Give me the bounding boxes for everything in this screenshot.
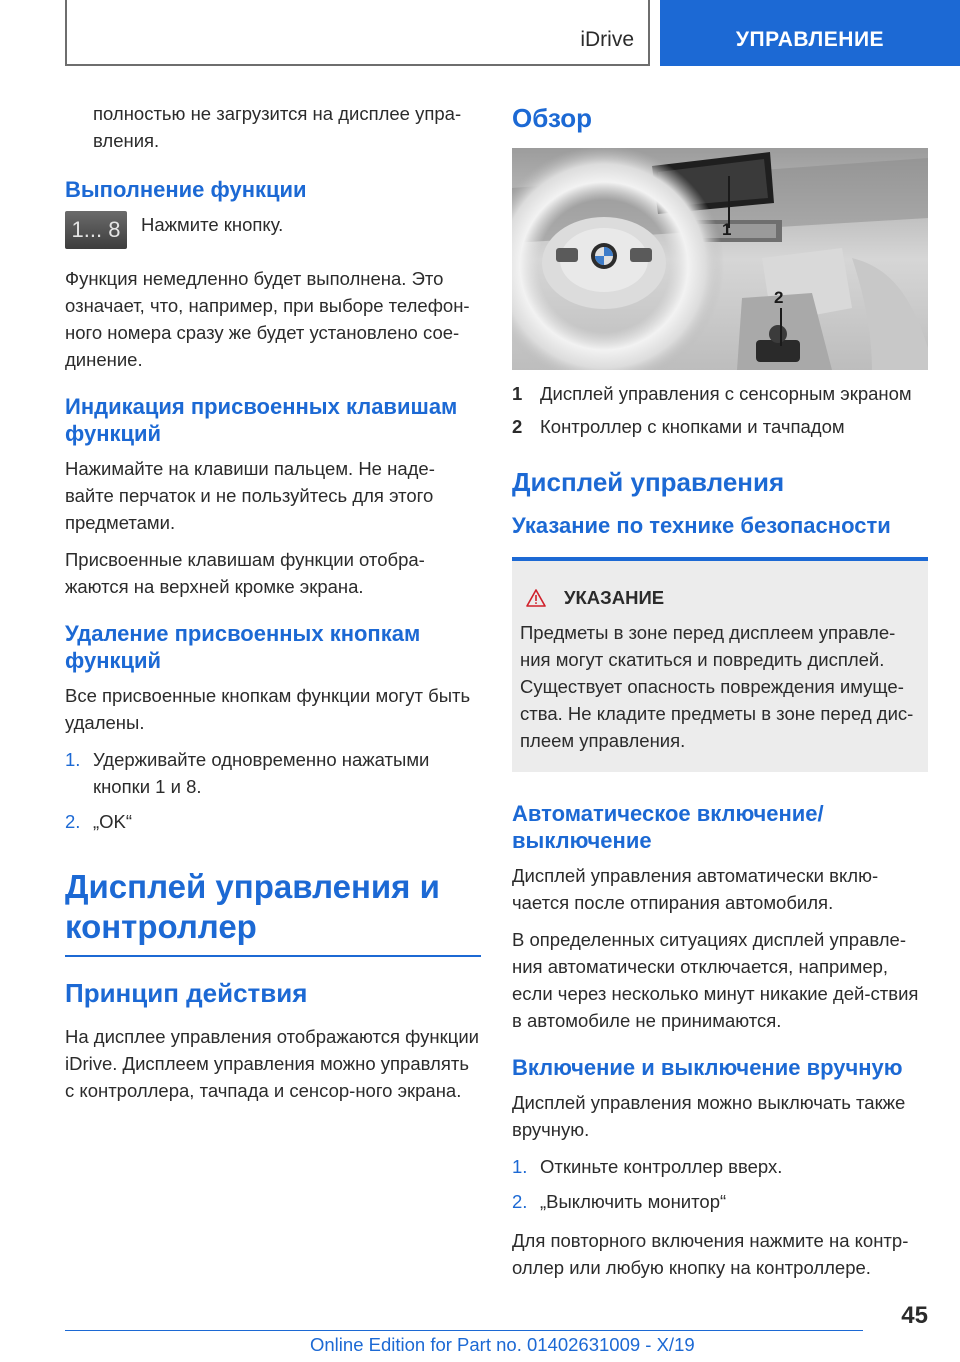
manual-text: Дисплей управления можно выключать также вручную. bbox=[512, 1092, 906, 1140]
execute-description: Функция немедленно будет выполнена. Это означает, что, например, при выборе телефон-ного номера сразу же будет установлено сое-динение. bbox=[65, 268, 470, 370]
auto-text-1: Дисплей управления автоматически вклю-чается после отпирания автомобиля. bbox=[512, 865, 879, 913]
indication-text-2: Присвоенные клавишам функции отобра-жаются на верхней кромке экрана. bbox=[65, 549, 425, 597]
delete-steps-list bbox=[65, 746, 481, 835]
step-text: Удерживайте одновременно нажатыми кнопки 1 и 8. bbox=[93, 749, 430, 797]
delete-description: Все присвоенные кнопкам функции могут быть удалены. bbox=[65, 685, 471, 733]
warning-header bbox=[520, 587, 920, 609]
list-item bbox=[512, 1188, 928, 1215]
figure-legend bbox=[512, 380, 928, 440]
heading-delete-assignments: Удаление присвоенных кнопкам функций bbox=[65, 621, 421, 673]
button-instruction bbox=[65, 211, 481, 249]
step-number: 1. bbox=[512, 1156, 528, 1177]
header-section: УПРАВЛЕНИЕ bbox=[735, 28, 885, 51]
list-item bbox=[512, 1153, 928, 1180]
step-text: „OK“ bbox=[93, 811, 133, 832]
step-text: Откиньте контроллер вверх. bbox=[540, 1156, 783, 1177]
left-column bbox=[65, 100, 481, 1114]
figure-label-1: 1 bbox=[722, 220, 732, 239]
warning-box bbox=[512, 557, 928, 772]
auto-text-2: В определенных ситуациях дисплей управле-ния автоматически отключается, например, если через несколько минут никакие дей-ствия в автомобиле не принимаются. bbox=[512, 929, 919, 1031]
legend-text: Контроллер с кнопками и тачпадом bbox=[540, 416, 845, 437]
header-chapter-box bbox=[65, 0, 650, 66]
warning-text: Предметы в зоне перед дисплеем управле-ния могут скатиться и повредить дисплей. Существует опасность повреждения имуще-ства. Не кладите предметы в зоне перед дис-плеем управления. bbox=[520, 622, 914, 751]
list-item bbox=[512, 380, 928, 407]
footer-edition: Online Edition for Part no. 01402631009 - X/19 bbox=[310, 1334, 695, 1355]
legend-number: 2 bbox=[512, 416, 523, 437]
manual-steps-list bbox=[512, 1153, 928, 1215]
indication-text-1: Нажимайте на клавиши пальцем. Не наде-вайте перчаток и не пользуйтесь для этого предметами. bbox=[65, 458, 435, 533]
warning-triangle-icon bbox=[526, 589, 546, 607]
cockpit-photo bbox=[512, 148, 928, 370]
heading-principle: Принцип действия bbox=[65, 978, 308, 1008]
header-chapter: iDrive bbox=[580, 28, 634, 51]
preset-keys-label: 1... 8 bbox=[71, 217, 121, 242]
cockpit-illustration bbox=[512, 148, 928, 370]
preset-keys-icon bbox=[65, 211, 127, 249]
heading-display: Дисплей управления bbox=[512, 467, 785, 497]
press-button-text: Нажмите кнопку. bbox=[141, 214, 284, 235]
legend-number: 1 bbox=[512, 383, 523, 404]
heading-indication: Индикация присвоенных клавишам функций bbox=[65, 394, 458, 446]
heading-execute-function: Выполнение функции bbox=[65, 177, 307, 202]
legend-text: Дисплей управления с сенсорным экраном bbox=[540, 383, 912, 404]
step-text: „Выключить монитор“ bbox=[540, 1191, 727, 1212]
figure-label-2: 2 bbox=[774, 288, 784, 307]
list-item bbox=[65, 808, 481, 835]
heading-manual-on-off: Включение и выключение вручную bbox=[512, 1055, 903, 1080]
heading-safety: Указание по технике безопасности bbox=[512, 513, 891, 538]
step-number: 2. bbox=[512, 1191, 528, 1212]
warning-title: УКАЗАНИЕ bbox=[564, 587, 665, 608]
step-number: 1. bbox=[65, 749, 81, 770]
page-number: 45 bbox=[901, 1302, 928, 1329]
right-column bbox=[512, 100, 928, 1291]
heading-display-and-controller: Дисплей управления и контроллер bbox=[65, 867, 481, 957]
heading-overview: Обзор bbox=[512, 103, 592, 133]
principle-text: На дисплее управления отображаются функции iDrive. Дисплеем управления можно управлять с контроллера, тачпада и сенсор-ного экрана. bbox=[65, 1026, 479, 1101]
intro-continued-text: полностью не загрузится на дисплее упра-вления. bbox=[93, 103, 462, 151]
list-item bbox=[65, 746, 481, 800]
list-item bbox=[512, 413, 928, 440]
heading-auto-on-off: Автоматическое включение/выключение bbox=[512, 801, 824, 853]
manual-text-2: Для повторного включения нажмите на контр-оллер или любую кнопку на контроллере. bbox=[512, 1230, 909, 1278]
step-number: 2. bbox=[65, 811, 81, 832]
footer-rule bbox=[65, 1330, 863, 1331]
header-section-tab bbox=[660, 0, 960, 66]
